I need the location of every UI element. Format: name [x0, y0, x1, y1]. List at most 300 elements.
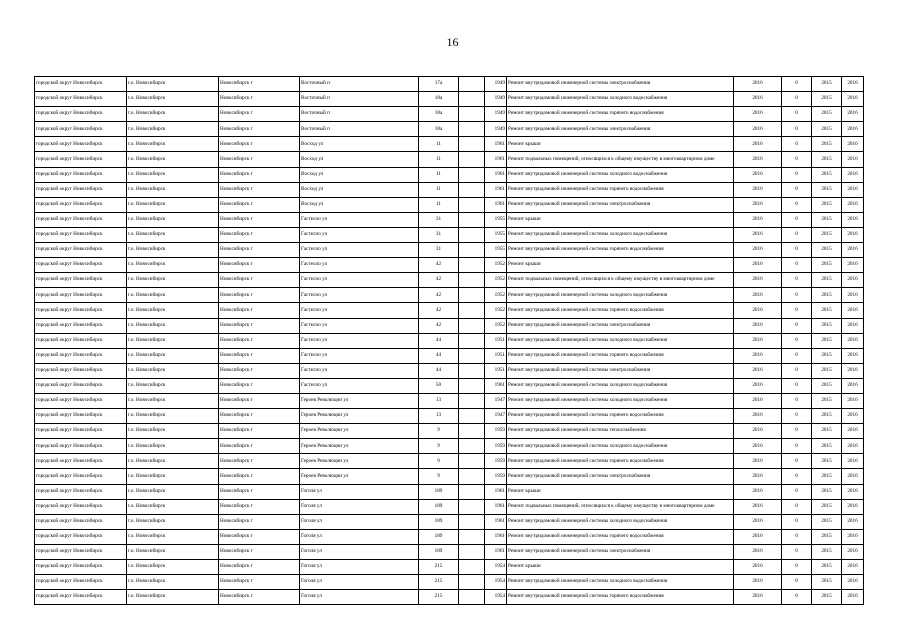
building-cell [459, 454, 485, 469]
locality-cell: Новосибирск г [219, 288, 300, 303]
building-cell [459, 152, 485, 167]
district-cell: г.о. Новосибирск [127, 393, 219, 408]
amount-cell: 0 [782, 363, 812, 378]
building-cell [459, 288, 485, 303]
street-cell: Гастелло ул [300, 378, 419, 393]
work-type-cell: Ремонт внутридомовой инженерной системы теплоснабжения [507, 424, 734, 439]
plan-year-cell: 2016 [734, 439, 782, 454]
period-end-cell: 2016 [842, 469, 864, 484]
municipality-cell: городской округ Новосибирск [35, 243, 127, 258]
municipality-cell: городской округ Новосибирск [35, 167, 127, 182]
period-end-cell: 2016 [842, 484, 864, 499]
building-cell [459, 409, 485, 424]
build-year-cell: 1959 [485, 424, 507, 439]
plan-year-cell: 2016 [734, 318, 782, 333]
district-cell: г.о. Новосибирск [127, 424, 219, 439]
municipality-cell: городской округ Новосибирск [35, 197, 127, 212]
table-row [35, 333, 864, 348]
municipality-cell: городской округ Новосибирск [35, 469, 127, 484]
house-number-cell: 42 [419, 303, 459, 318]
municipality-cell: городской округ Новосибирск [35, 137, 127, 152]
amount-cell: 0 [782, 348, 812, 363]
house-number-cell: 189 [419, 484, 459, 499]
building-cell [459, 243, 485, 258]
work-type-cell: Ремонт крыши [507, 258, 734, 273]
house-number-cell: 50 [419, 378, 459, 393]
building-cell [459, 378, 485, 393]
period-end-cell: 2016 [842, 212, 864, 227]
district-cell: г.о. Новосибирск [127, 469, 219, 484]
district-cell: г.о. Новосибирск [127, 560, 219, 575]
district-cell: г.о. Новосибирск [127, 122, 219, 137]
locality-cell: Новосибирск г [219, 167, 300, 182]
locality-cell: Новосибирск г [219, 92, 300, 107]
municipality-cell: городской округ Новосибирск [35, 393, 127, 408]
building-cell [459, 197, 485, 212]
period-start-cell: 2015 [812, 469, 842, 484]
street-cell: Гастелло ул [300, 318, 419, 333]
plan-year-cell: 2016 [734, 167, 782, 182]
build-year-cell: 1949 [485, 77, 507, 92]
municipality-cell: городской округ Новосибирск [35, 529, 127, 544]
locality-cell: Новосибирск г [219, 544, 300, 559]
build-year-cell: 1947 [485, 393, 507, 408]
build-year-cell: 1961 [485, 182, 507, 197]
build-year-cell: 1959 [485, 469, 507, 484]
period-start-cell: 2015 [812, 499, 842, 514]
house-number-cell: 9 [419, 469, 459, 484]
house-number-cell: 18а [419, 107, 459, 122]
district-cell: г.о. Новосибирск [127, 77, 219, 92]
amount-cell: 0 [782, 152, 812, 167]
street-cell: Восточный п [300, 107, 419, 122]
plan-year-cell: 2016 [734, 333, 782, 348]
district-cell: г.о. Новосибирск [127, 182, 219, 197]
locality-cell: Новосибирск г [219, 303, 300, 318]
street-cell: Гоголя ул [300, 514, 419, 529]
house-number-cell: 18а [419, 122, 459, 137]
plan-year-cell: 2016 [734, 77, 782, 92]
amount-cell: 0 [782, 393, 812, 408]
period-end-cell: 2016 [842, 529, 864, 544]
work-type-cell: Ремонт внутридомовой инженерной системы холодного водоснабжения [507, 167, 734, 182]
plan-year-cell: 2016 [734, 484, 782, 499]
locality-cell: Новосибирск г [219, 227, 300, 242]
build-year-cell: 1961 [485, 544, 507, 559]
district-cell: г.о. Новосибирск [127, 227, 219, 242]
amount-cell: 0 [782, 575, 812, 590]
work-type-cell: Ремонт внутридомовой инженерной системы электроснабжения [507, 122, 734, 137]
plan-year-cell: 2016 [734, 544, 782, 559]
municipality-cell: городской округ Новосибирск [35, 499, 127, 514]
plan-year-cell: 2016 [734, 107, 782, 122]
period-end-cell: 2016 [842, 243, 864, 258]
municipality-cell: городской округ Новосибирск [35, 363, 127, 378]
amount-cell: 0 [782, 499, 812, 514]
period-start-cell: 2015 [812, 243, 842, 258]
plan-year-cell: 2016 [734, 590, 782, 605]
municipality-cell: городской округ Новосибирск [35, 318, 127, 333]
table-row [35, 182, 864, 197]
amount-cell: 0 [782, 469, 812, 484]
building-cell [459, 227, 485, 242]
street-cell: Героев Революции ул [300, 424, 419, 439]
locality-cell: Новосибирск г [219, 469, 300, 484]
build-year-cell: 1949 [485, 122, 507, 137]
locality-cell: Новосибирск г [219, 393, 300, 408]
work-type-cell: Ремонт внутридомовой инженерной системы холодного водоснабжения [507, 227, 734, 242]
house-number-cell: 44 [419, 363, 459, 378]
locality-cell: Новосибирск г [219, 333, 300, 348]
build-year-cell: 1954 [485, 575, 507, 590]
street-cell: Восточный п [300, 92, 419, 107]
period-start-cell: 2015 [812, 92, 842, 107]
plan-year-cell: 2016 [734, 122, 782, 137]
district-cell: г.о. Новосибирск [127, 197, 219, 212]
build-year-cell: 1959 [485, 439, 507, 454]
table-row [35, 560, 864, 575]
period-end-cell: 2016 [842, 152, 864, 167]
period-start-cell: 2015 [812, 107, 842, 122]
work-type-cell: Ремонт внутридомовой инженерной системы электроснабжения [507, 197, 734, 212]
building-cell [459, 348, 485, 363]
locality-cell: Новосибирск г [219, 424, 300, 439]
plan-year-cell: 2016 [734, 288, 782, 303]
building-cell [459, 590, 485, 605]
plan-year-cell: 2016 [734, 409, 782, 424]
locality-cell: Новосибирск г [219, 409, 300, 424]
house-number-cell: 9 [419, 454, 459, 469]
locality-cell: Новосибирск г [219, 212, 300, 227]
period-end-cell: 2016 [842, 575, 864, 590]
amount-cell: 0 [782, 107, 812, 122]
house-number-cell: 44 [419, 348, 459, 363]
district-cell: г.о. Новосибирск [127, 333, 219, 348]
municipality-cell: городской округ Новосибирск [35, 424, 127, 439]
period-start-cell: 2015 [812, 288, 842, 303]
period-end-cell: 2016 [842, 378, 864, 393]
amount-cell: 0 [782, 303, 812, 318]
house-number-cell: 44 [419, 333, 459, 348]
building-cell [459, 439, 485, 454]
build-year-cell: 1952 [485, 288, 507, 303]
municipality-cell: городской округ Новосибирск [35, 409, 127, 424]
table-row [35, 363, 864, 378]
build-year-cell: 1954 [485, 590, 507, 605]
period-end-cell: 2016 [842, 122, 864, 137]
amount-cell: 0 [782, 212, 812, 227]
table-row [35, 167, 864, 182]
street-cell: Гоголя ул [300, 575, 419, 590]
locality-cell: Новосибирск г [219, 77, 300, 92]
build-year-cell: 1951 [485, 348, 507, 363]
period-start-cell: 2015 [812, 318, 842, 333]
building-cell [459, 107, 485, 122]
plan-year-cell: 2016 [734, 560, 782, 575]
period-start-cell: 2015 [812, 439, 842, 454]
repair-schedule-table [34, 76, 864, 605]
period-start-cell: 2015 [812, 182, 842, 197]
house-number-cell: 189 [419, 529, 459, 544]
work-type-cell: Ремонт внутридомовой инженерной системы электроснабжения [507, 77, 734, 92]
district-cell: г.о. Новосибирск [127, 92, 219, 107]
plan-year-cell: 2016 [734, 575, 782, 590]
period-end-cell: 2016 [842, 348, 864, 363]
build-year-cell: 1961 [485, 152, 507, 167]
plan-year-cell: 2016 [734, 424, 782, 439]
period-end-cell: 2016 [842, 409, 864, 424]
district-cell: г.о. Новосибирск [127, 439, 219, 454]
district-cell: г.о. Новосибирск [127, 348, 219, 363]
district-cell: г.о. Новосибирск [127, 273, 219, 288]
table-row [35, 514, 864, 529]
build-year-cell: 1955 [485, 227, 507, 242]
locality-cell: Новосибирск г [219, 243, 300, 258]
build-year-cell: 1949 [485, 107, 507, 122]
building-cell [459, 469, 485, 484]
period-end-cell: 2016 [842, 77, 864, 92]
period-end-cell: 2016 [842, 333, 864, 348]
period-start-cell: 2015 [812, 393, 842, 408]
build-year-cell: 1959 [485, 454, 507, 469]
house-number-cell: 42 [419, 288, 459, 303]
street-cell: Гастелло ул [300, 348, 419, 363]
period-end-cell: 2016 [842, 454, 864, 469]
municipality-cell: городской округ Новосибирск [35, 575, 127, 590]
street-cell: Гастелло ул [300, 288, 419, 303]
amount-cell: 0 [782, 243, 812, 258]
period-end-cell: 2016 [842, 439, 864, 454]
municipality-cell: городской округ Новосибирск [35, 152, 127, 167]
district-cell: г.о. Новосибирск [127, 107, 219, 122]
period-end-cell: 2016 [842, 424, 864, 439]
street-cell: Восход ул [300, 152, 419, 167]
street-cell: Гоголя ул [300, 499, 419, 514]
street-cell: Гастелло ул [300, 258, 419, 273]
house-number-cell: 42 [419, 318, 459, 333]
plan-year-cell: 2016 [734, 197, 782, 212]
building-cell [459, 303, 485, 318]
municipality-cell: городской округ Новосибирск [35, 122, 127, 137]
amount-cell: 0 [782, 333, 812, 348]
table-row [35, 227, 864, 242]
building-cell [459, 333, 485, 348]
locality-cell: Новосибирск г [219, 197, 300, 212]
amount-cell: 0 [782, 484, 812, 499]
work-type-cell: Ремонт внутридомовой инженерной системы горячего водоснабжения [507, 107, 734, 122]
street-cell: Героев Революции ул [300, 393, 419, 408]
street-cell: Восход ул [300, 182, 419, 197]
build-year-cell: 1961 [485, 514, 507, 529]
house-number-cell: 189 [419, 499, 459, 514]
building-cell [459, 424, 485, 439]
period-start-cell: 2015 [812, 258, 842, 273]
table-row [35, 499, 864, 514]
period-end-cell: 2016 [842, 273, 864, 288]
amount-cell: 0 [782, 590, 812, 605]
district-cell: г.о. Новосибирск [127, 499, 219, 514]
work-type-cell: Ремонт крыши [507, 484, 734, 499]
period-end-cell: 2016 [842, 560, 864, 575]
amount-cell: 0 [782, 167, 812, 182]
amount-cell: 0 [782, 288, 812, 303]
locality-cell: Новосибирск г [219, 348, 300, 363]
street-cell: Гастелло ул [300, 273, 419, 288]
building-cell [459, 560, 485, 575]
build-year-cell: 1961 [485, 484, 507, 499]
street-cell: Гастелло ул [300, 227, 419, 242]
district-cell: г.о. Новосибирск [127, 212, 219, 227]
amount-cell: 0 [782, 258, 812, 273]
building-cell [459, 92, 485, 107]
street-cell: Гастелло ул [300, 212, 419, 227]
house-number-cell: 31 [419, 243, 459, 258]
district-cell: г.о. Новосибирск [127, 454, 219, 469]
locality-cell: Новосибирск г [219, 182, 300, 197]
municipality-cell: городской округ Новосибирск [35, 303, 127, 318]
building-cell [459, 167, 485, 182]
period-start-cell: 2015 [812, 333, 842, 348]
district-cell: г.о. Новосибирск [127, 243, 219, 258]
table-row [35, 348, 864, 363]
work-type-cell: Ремонт внутридомовой инженерной системы электроснабжения [507, 363, 734, 378]
table-row [35, 92, 864, 107]
work-type-cell: Ремонт внутридомовой инженерной системы горячего водоснабжения [507, 590, 734, 605]
street-cell: Гастелло ул [300, 303, 419, 318]
plan-year-cell: 2016 [734, 273, 782, 288]
street-cell: Восточный п [300, 122, 419, 137]
amount-cell: 0 [782, 454, 812, 469]
work-type-cell: Ремонт внутридомовой инженерной системы горячего водоснабжения [507, 348, 734, 363]
table-body [35, 77, 864, 605]
locality-cell: Новосибирск г [219, 499, 300, 514]
district-cell: г.о. Новосибирск [127, 590, 219, 605]
municipality-cell: городской округ Новосибирск [35, 484, 127, 499]
municipality-cell: городской округ Новосибирск [35, 77, 127, 92]
street-cell: Героев Революции ул [300, 439, 419, 454]
house-number-cell: 189 [419, 514, 459, 529]
work-type-cell: Ремонт внутридомовой инженерной системы электроснабжения [507, 469, 734, 484]
building-cell [459, 529, 485, 544]
building-cell [459, 273, 485, 288]
municipality-cell: городской округ Новосибирск [35, 560, 127, 575]
plan-year-cell: 2016 [734, 258, 782, 273]
work-type-cell: Ремонт внутридомовой инженерной системы холодного водоснабжения [507, 575, 734, 590]
house-number-cell: 13 [419, 409, 459, 424]
work-type-cell: Ремонт внутридомовой инженерной системы горячего водоснабжения [507, 243, 734, 258]
street-cell: Гастелло ул [300, 333, 419, 348]
locality-cell: Новосибирск г [219, 107, 300, 122]
table-row [35, 529, 864, 544]
street-cell: Гастелло ул [300, 363, 419, 378]
building-cell [459, 484, 485, 499]
house-number-cell: 11 [419, 197, 459, 212]
period-start-cell: 2015 [812, 424, 842, 439]
house-number-cell: 11 [419, 137, 459, 152]
period-start-cell: 2015 [812, 590, 842, 605]
table-row [35, 122, 864, 137]
amount-cell: 0 [782, 439, 812, 454]
work-type-cell: Ремонт подвальных помещений, относящихся к общему имуществу в многоквартирном доме [507, 499, 734, 514]
district-cell: г.о. Новосибирск [127, 288, 219, 303]
district-cell: г.о. Новосибирск [127, 544, 219, 559]
table-row [35, 212, 864, 227]
street-cell: Восход ул [300, 167, 419, 182]
amount-cell: 0 [782, 182, 812, 197]
municipality-cell: городской округ Новосибирск [35, 514, 127, 529]
period-start-cell: 2015 [812, 197, 842, 212]
street-cell: Гоголя ул [300, 590, 419, 605]
table-row [35, 409, 864, 424]
work-type-cell: Ремонт внутридомовой инженерной системы холодного водоснабжения [507, 514, 734, 529]
building-cell [459, 77, 485, 92]
plan-year-cell: 2016 [734, 137, 782, 152]
table-row [35, 424, 864, 439]
locality-cell: Новосибирск г [219, 590, 300, 605]
period-end-cell: 2016 [842, 137, 864, 152]
house-number-cell: 31 [419, 227, 459, 242]
locality-cell: Новосибирск г [219, 318, 300, 333]
period-end-cell: 2016 [842, 167, 864, 182]
municipality-cell: городской округ Новосибирск [35, 273, 127, 288]
house-number-cell: 11 [419, 167, 459, 182]
municipality-cell: городской округ Новосибирск [35, 544, 127, 559]
building-cell [459, 363, 485, 378]
municipality-cell: городской округ Новосибирск [35, 107, 127, 122]
build-year-cell: 1961 [485, 529, 507, 544]
work-type-cell: Ремонт внутридомовой инженерной системы холодного водоснабжения [507, 393, 734, 408]
district-cell: г.о. Новосибирск [127, 363, 219, 378]
district-cell: г.о. Новосибирск [127, 378, 219, 393]
plan-year-cell: 2016 [734, 303, 782, 318]
period-start-cell: 2015 [812, 378, 842, 393]
house-number-cell: 17а [419, 77, 459, 92]
amount-cell: 0 [782, 197, 812, 212]
period-start-cell: 2015 [812, 273, 842, 288]
build-year-cell: 1947 [485, 409, 507, 424]
period-end-cell: 2016 [842, 544, 864, 559]
work-type-cell: Ремонт внутридомовой инженерной системы горячего водоснабжения [507, 303, 734, 318]
work-type-cell: Ремонт внутридомовой инженерной системы холодного водоснабжения [507, 439, 734, 454]
plan-year-cell: 2016 [734, 348, 782, 363]
work-type-cell: Ремонт подвальных помещений, относящихся к общему имуществу в многоквартирном доме [507, 273, 734, 288]
locality-cell: Новосибирск г [219, 439, 300, 454]
build-year-cell: 1961 [485, 197, 507, 212]
municipality-cell: городской округ Новосибирск [35, 92, 127, 107]
house-number-cell: 215 [419, 575, 459, 590]
amount-cell: 0 [782, 529, 812, 544]
street-cell: Восход ул [300, 197, 419, 212]
amount-cell: 0 [782, 424, 812, 439]
period-start-cell: 2015 [812, 560, 842, 575]
build-year-cell: 1949 [485, 92, 507, 107]
period-start-cell: 2015 [812, 227, 842, 242]
house-number-cell: 215 [419, 590, 459, 605]
amount-cell: 0 [782, 409, 812, 424]
table-row [35, 258, 864, 273]
plan-year-cell: 2016 [734, 182, 782, 197]
build-year-cell: 1952 [485, 303, 507, 318]
build-year-cell: 1961 [485, 167, 507, 182]
table-row [35, 544, 864, 559]
period-start-cell: 2015 [812, 575, 842, 590]
table-row [35, 303, 864, 318]
table-row [35, 439, 864, 454]
street-cell: Восточный п [300, 77, 419, 92]
municipality-cell: городской округ Новосибирск [35, 454, 127, 469]
municipality-cell: городской округ Новосибирск [35, 378, 127, 393]
house-number-cell: 189 [419, 544, 459, 559]
